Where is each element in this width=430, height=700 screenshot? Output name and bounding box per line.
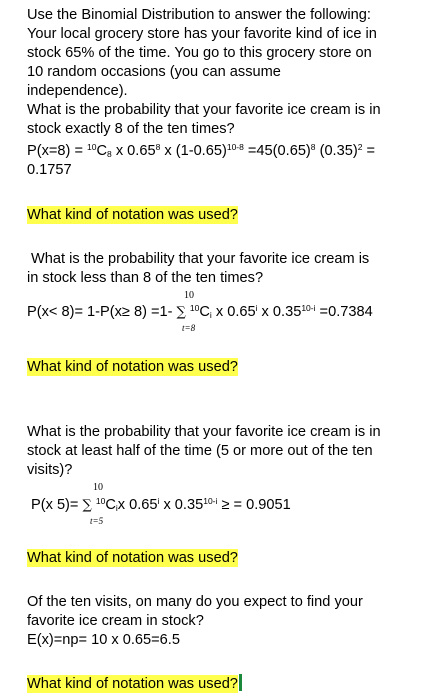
q3-line-3: visits)? xyxy=(27,462,73,478)
q1-notation-question: What kind of notation was used? xyxy=(27,207,238,223)
q4-line-2: favorite ice cream in stock? xyxy=(27,613,204,629)
intro-line-5: independence). xyxy=(27,83,128,99)
q2-line-1: What is the probability that your favorite ice cream is xyxy=(31,251,370,267)
q2-formula: P(x< 8)= 1-P(x≥ 8) =1- ∑ $^{10}C_i$ x 0.65$^i$ x $0.35^{10-i} =0.7384$ xyxy=(27,303,373,320)
q2-sum-lower: t=8 xyxy=(182,323,196,333)
q3-sum-lower: t=5 xyxy=(90,516,104,526)
q1-result: 0.1757 xyxy=(27,162,72,178)
q3-sum-upper: 10 xyxy=(93,482,103,493)
q3-line-1: What is the probability that your favorite ice cream is in xyxy=(27,424,381,440)
q1-formula: $P(x=8) = ^{10}C_8$ x 0.65$^8$ x $(1-0.65)^{10-8} =45(0.65)^8$ $(0.35)^2$ = xyxy=(27,142,376,159)
q1-line-2: stock exactly 8 of the ten times? xyxy=(27,121,235,137)
q4-expectation: E(x)=np= 10 x 0.65=6.5 xyxy=(27,632,180,648)
sigma-icon: ∑ xyxy=(176,305,186,320)
intro-line-3: stock 65% of the time. You go to this grocery store on xyxy=(27,45,372,61)
q3-line-2: stock at least half of the time (5 or more out of the ten xyxy=(27,443,373,459)
sigma-icon: ∑ xyxy=(82,498,92,513)
q3-notation-question: What kind of notation was used? xyxy=(27,550,238,566)
q3-formula: P(x 5)= ∑ $^{10}C_ix$ 0.65$^i$ x $0.35^{10-i}$ ≥ = 0.9051 xyxy=(31,496,291,513)
intro-line-4: 10 random occasions (you can assume xyxy=(27,64,281,80)
q1-line-1: What is the probability that your favorite ice cream is in xyxy=(27,102,381,118)
q4-line-1: Of the ten visits, on many do you expect to find your xyxy=(27,594,363,610)
text-cursor xyxy=(239,674,242,691)
q2-notation-question: What kind of notation was used? xyxy=(27,359,238,375)
q4-notation-question[interactable]: What kind of notation was used? xyxy=(27,674,242,694)
intro-line-2: Your local grocery store has your favorite kind of ice in xyxy=(27,26,377,42)
q2-sum-upper: 10 xyxy=(184,290,194,301)
intro-line-1: Use the Binomial Distribution to answer the following: xyxy=(27,7,371,23)
q2-line-2: in stock less than 8 of the ten times? xyxy=(27,270,264,286)
